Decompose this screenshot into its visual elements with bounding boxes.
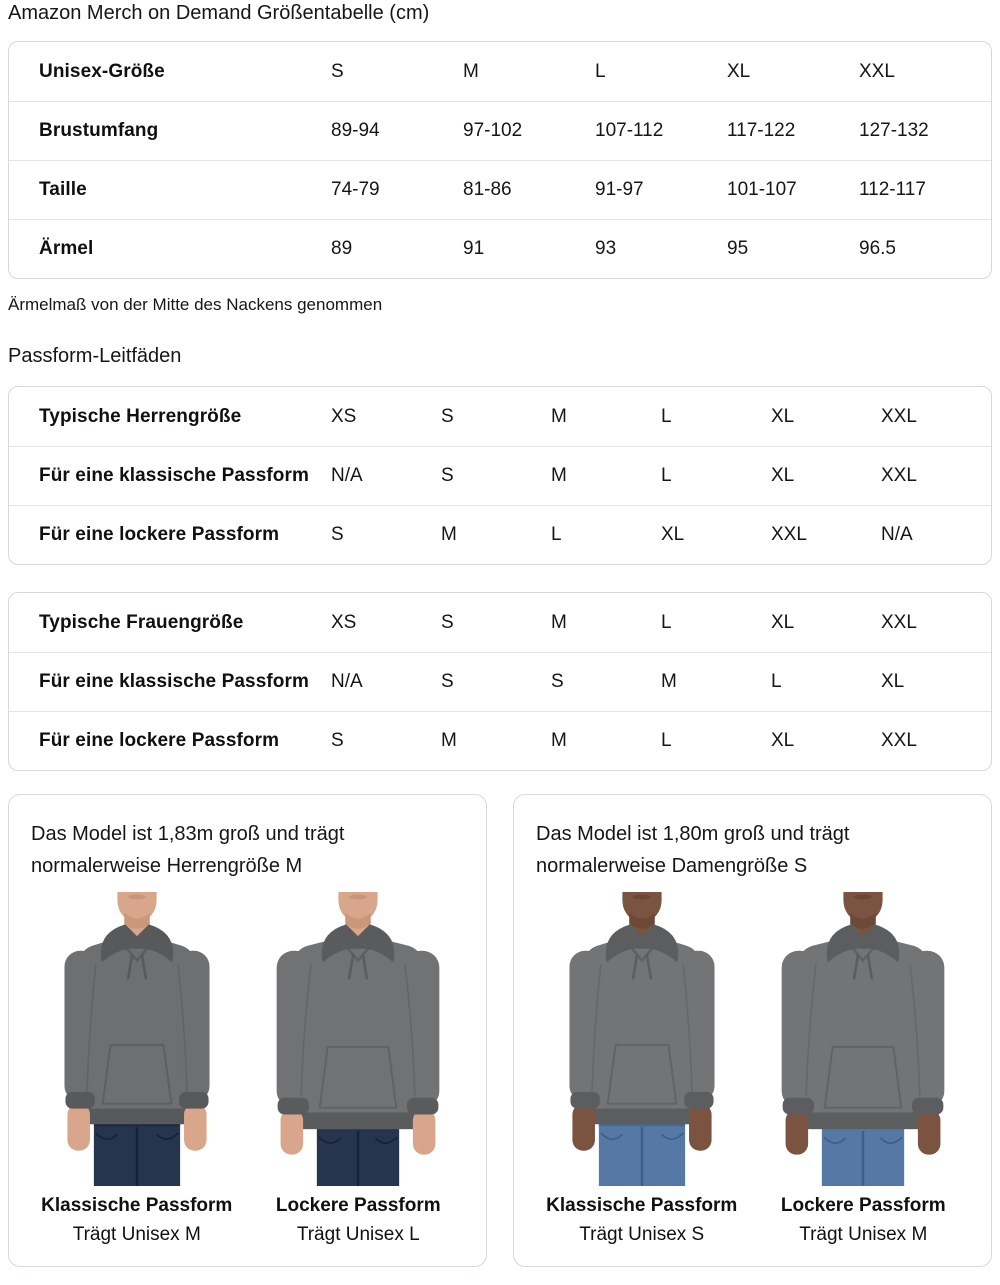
photo-column	[758, 892, 970, 1246]
model-photo-men-classic	[32, 892, 242, 1186]
size-cell: M	[441, 730, 457, 751]
sleeve-note: Ärmelmaß von der Mitte des Nackens genommen	[8, 295, 383, 314]
table-row	[9, 593, 991, 652]
size-cell: XXL	[881, 405, 917, 427]
size-cell: N/A	[331, 465, 363, 486]
table-row	[9, 387, 991, 446]
table-row	[9, 711, 991, 770]
men-fit-table	[8, 386, 992, 565]
size-caption: Trägt Unisex S	[579, 1224, 705, 1245]
size-cell: XL	[771, 730, 795, 751]
row-label: Brustumfang	[39, 120, 159, 141]
size-cell: XL	[771, 405, 795, 427]
size-cell: N/A	[881, 524, 913, 545]
photo-pair	[536, 892, 969, 1246]
size-cell: 91-97	[595, 179, 644, 200]
table-row	[9, 101, 991, 160]
size-cell: 89	[331, 238, 353, 259]
size-cell: M	[551, 730, 567, 751]
row-label: Für eine lockere Passform	[39, 524, 280, 545]
size-cell: S	[331, 60, 344, 82]
size-cell: L	[661, 405, 672, 427]
size-cell: 74-79	[331, 179, 380, 200]
size-cell: XL	[881, 671, 905, 692]
size-caption: Trägt Unisex L	[296, 1224, 420, 1245]
size-cell: XL	[661, 524, 685, 545]
size-cell: XXL	[881, 465, 917, 486]
fit-caption: Lockere Passform	[780, 1195, 946, 1216]
model-cards-row	[8, 794, 992, 1267]
card-description: Das Model ist 1,83m groß und trägt normalerweise Herrengröße M	[31, 823, 345, 877]
size-cell: L	[661, 465, 672, 486]
size-cell: S	[441, 671, 454, 692]
size-cell: S	[331, 730, 344, 751]
size-cell: L	[551, 524, 562, 545]
size-cell: L	[595, 60, 606, 82]
size-cell: 81-86	[463, 179, 512, 200]
fit-guides-heading: Passform-Leitfäden	[8, 345, 182, 367]
size-cell: XXL	[859, 60, 895, 82]
size-cell: S	[441, 465, 454, 486]
size-cell: M	[441, 524, 457, 545]
table-row	[9, 446, 991, 505]
size-cell: L	[661, 730, 672, 751]
women-fit-table	[8, 592, 992, 771]
size-cell: XXL	[881, 611, 917, 633]
row-label: Für eine klassische Passform	[39, 465, 309, 486]
page-title: Amazon Merch on Demand Größentabelle (cm)	[8, 2, 430, 24]
row-label: Typische Herrengröße	[39, 405, 242, 427]
fit-caption: Klassische Passform	[546, 1195, 738, 1216]
size-cell: XL	[771, 465, 795, 486]
unisex-size-table	[8, 41, 992, 279]
card-description: Das Model ist 1,80m groß und trägt normalerweise Damengröße S	[536, 823, 850, 877]
size-cell: XS	[331, 405, 357, 427]
row-label: Typische Frauengröße	[39, 611, 244, 633]
table-row	[9, 652, 991, 711]
size-cell: 93	[595, 238, 617, 259]
fit-caption: Klassische Passform	[41, 1195, 233, 1216]
photo-column	[31, 892, 243, 1246]
model-photo-women-classic	[537, 892, 747, 1186]
size-cell: 95	[727, 238, 749, 259]
model-card-men	[8, 794, 487, 1267]
model-card-women	[513, 794, 992, 1267]
size-cell: 117-122	[727, 120, 796, 141]
row-label: Ärmel	[39, 238, 94, 259]
size-cell: 112-117	[859, 179, 926, 200]
size-cell: S	[441, 611, 454, 633]
size-cell: XXL	[771, 524, 807, 545]
size-cell: XL	[727, 60, 751, 82]
size-cell: XS	[331, 611, 357, 633]
size-cell: 89-94	[331, 120, 380, 141]
row-label: Für eine lockere Passform	[39, 730, 280, 751]
model-photo-men-loose	[253, 892, 463, 1186]
size-cell: M	[551, 405, 567, 427]
row-label: Taille	[39, 179, 87, 200]
size-cell: 101-107	[727, 179, 797, 200]
size-cell: S	[441, 405, 454, 427]
photo-column	[253, 892, 465, 1246]
size-caption: Trägt Unisex M	[72, 1224, 201, 1245]
size-cell: 91	[463, 238, 485, 259]
model-photo-women-loose	[758, 892, 968, 1186]
size-cell: XXL	[881, 730, 917, 751]
row-label: Für eine klassische Passform	[39, 671, 309, 692]
size-cell: L	[771, 671, 782, 692]
size-cell: XL	[771, 611, 795, 633]
size-cell: L	[661, 611, 672, 633]
table-row	[9, 505, 991, 564]
size-cell: N/A	[331, 671, 363, 692]
table-row	[9, 160, 991, 219]
size-caption: Trägt Unisex M	[799, 1224, 928, 1245]
table-row	[9, 42, 991, 101]
size-cell: 107-112	[595, 120, 664, 141]
size-cell: M	[551, 465, 567, 486]
size-cell: S	[551, 671, 564, 692]
photo-pair	[31, 892, 464, 1246]
size-cell: M	[463, 60, 479, 82]
size-cell: S	[331, 524, 344, 545]
size-cell: M	[661, 671, 677, 692]
fit-caption: Lockere Passform	[275, 1195, 441, 1216]
size-cell: 96.5	[859, 238, 896, 259]
table-row	[9, 219, 991, 278]
photo-column	[536, 892, 748, 1246]
size-cell: M	[551, 611, 567, 633]
size-cell: 97-102	[463, 120, 523, 141]
row-label: Unisex-Größe	[39, 60, 165, 82]
size-cell: 127-132	[859, 120, 929, 141]
